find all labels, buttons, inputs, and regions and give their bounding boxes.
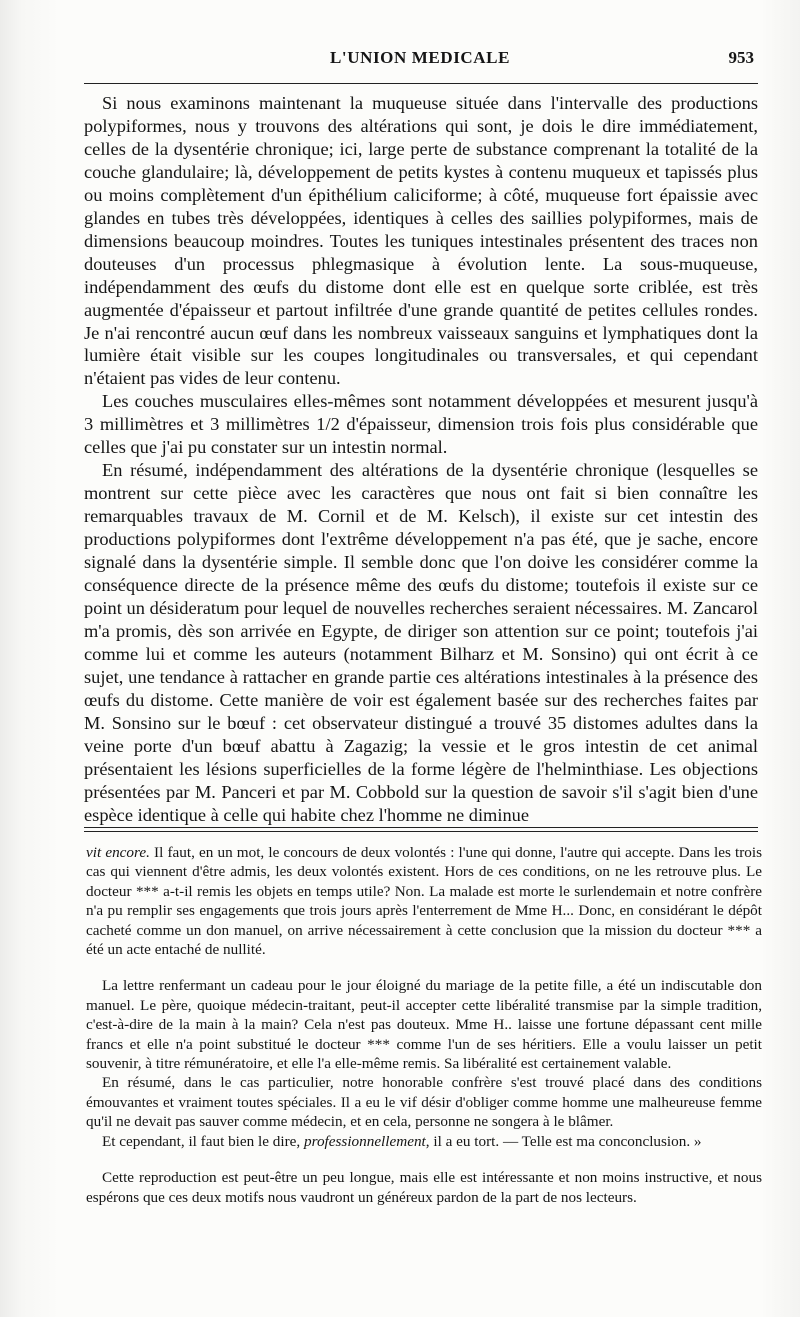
page-number: 953: [728, 48, 754, 67]
note-paragraph-4-start: Et cependant, il faut bien le dire,: [102, 1132, 304, 1150]
note-paragraph-4: [86, 1132, 762, 1151]
paragraph-muqueuse: Si nous examinons maintenant la muqueuse située dans l'intervalle des productions polypiformes, nous y trouvons des altérations qui sont, je dois le dire immédiatement, celles de la dysentérie chronique; ici, large perte de substance comprenant la totalité de la couche glandulaire; là, développement de petits kystes à contenu muqueux et tapissés plus ou moins complètement d'un épithélium caliciforme; à côté, muqueuse fort épaissie avec glandes en tubes très développées, identiques à celles des saillies polypiformes, mais de dimensions beaucoup moindres. Toutes les tuniques intestinales présentent des traces non douteuses d'un processus phlegmasique à évolution lente. La sous-muqueuse, indépendamment des œufs du distome dont elle est en quelque sorte criblée, est très augmentée d'épaisseur et partout infiltrée d'une grande quantité de petites cellules rondes. Je n'ai rencontré aucun œuf dans les nombreux vaisseaux sanguins et lymphatiques dont la lumière était visible sur les coupes longitudinales ou transversales, et qui cependant n'étaient pas vides de leur contenu.: [84, 93, 758, 389]
paragraph-couches-musculaires: Les couches musculaires elles-mêmes sont notamment développées et mesurent jusqu'à 3 millimètres et 3 millimètres 1/2 d'épaisseur, dimension trois fois plus considérable que celles que j'ai pu constater sur un intestin normal.: [84, 391, 758, 458]
note-paragraph-3: En résumé, dans le cas particulier, notre honorable confrère s'est trouvé placé dans des conditions émouvantes et vraiment toutes spéciales. Il a eu le vif désir d'obliger comme homme une malheureuse femme qu'il ne devait pas sauver comme médecin, et en cela, personne ne songera à le blâmer.: [86, 1074, 762, 1131]
note-paragraph-5: Cette reproduction est peut-être un peu longue, mais elle est intéressante et non moins instructive, et nous espérons que ces deux motifs nous vaudront un généreux pardon de la part de nos lecteurs.: [86, 1169, 762, 1206]
note-italic-word: professionnellement: [304, 1132, 426, 1150]
main-text: [84, 92, 758, 827]
section-divider: [84, 827, 758, 832]
note-lead-words: vit encore.: [86, 844, 150, 861]
running-header: [80, 48, 760, 74]
journal-title: L'UNION MEDICALE: [329, 48, 511, 67]
note-paragraph-4-end: , il a eu tort. — Telle est ma conconclusion. »: [425, 1132, 702, 1150]
header-rule: [84, 83, 758, 84]
note-paragraph-2: La lettre renfermant un cadeau pour le jour éloigné du mariage de la petite fille, a été un indiscutable don manuel. Le père, quoique médecin-traitant, peut-il accepter cette libéralité transmise par la simple tradition, c'est-à-dire de la main à la main? Cela n'est pas douteux. Mme H.. laisse une fortune dépassant cent mille francs et elle n'a point substitué le docteur *** comme l'un de ses héritiers. Elle a voulu laisser un petit souvenir, à titre rémunératoire, et elle l'a elle-même remis. Sa libéralité est certainement valable.: [86, 977, 762, 1073]
feuilleton-text: [86, 843, 762, 1207]
note-paragraph-1: [86, 843, 762, 959]
note-paragraph-1-text: Il faut, en un mot, le concours de deux volontés : l'une qui donne, l'autre qui accepte. Dans les trois cas qui viennent d'être admis, les deux volontés existent. Hors de ces conditions, on ne les retrouve plus. Le docteur *** a-t-il remis les objets en temps utile? Non. La malade est morte le surlendemain et notre confrère n'a pu remplir ses engagements que trois jours après l'enterrement de Mme H... Donc, en considérant le dépôt cacheté comme un don manuel, on arrive nécessairement à cette conclusion que la mission du docteur *** a été un acte entaché de nullité.: [86, 844, 763, 959]
paragraph-resume: En résumé, indépendamment des altérations de la dysentérie chronique (lesquelles se montrent sur cette pièce avec les caractères que nous ont fait si bien connaître les remarquables travaux de M. Cornil et de M. Kelsch), il existe sur cet intestin des productions polypiformes dont l'extrême développement n'a pas été, que je sache, encore signalé dans la dysentérie simple. Il semble donc que l'on doive les considérer comme la conséquence directe de la présence même des œufs du distome; toutefois il existe sur ce point un désideratum pour lequel de nouvelles recherches seraient nécessaires. M. Zancarol m'a promis, dès son arrivée en Egypte, de diriger son attention sur ce point; toutefois j'ai comme lui et comme les auteurs (notamment Bilharz et M. Sonsino) qui ont écrit à ce sujet, une tendance à rattacher en grande partie ces altérations intestinales à la présence des œufs du distome. Cette manière de voir est également basée sur des recherches faites par M. Sonsino sur le bœuf : cet observateur distingué a trouvé 35 distomes adultes dans la veine porte d'un bœuf abattu à Zagazig; la vessie et le gros intestin de cet animal présentaient les lésions superficielles de la forme légère de l'helminthiase. Les objections présentées par M. Panceri et par M. Cobbold sur la question de savoir s'il s'agit bien d'une espèce identique à celle qui habite chez l'homme ne diminue: [84, 460, 758, 825]
